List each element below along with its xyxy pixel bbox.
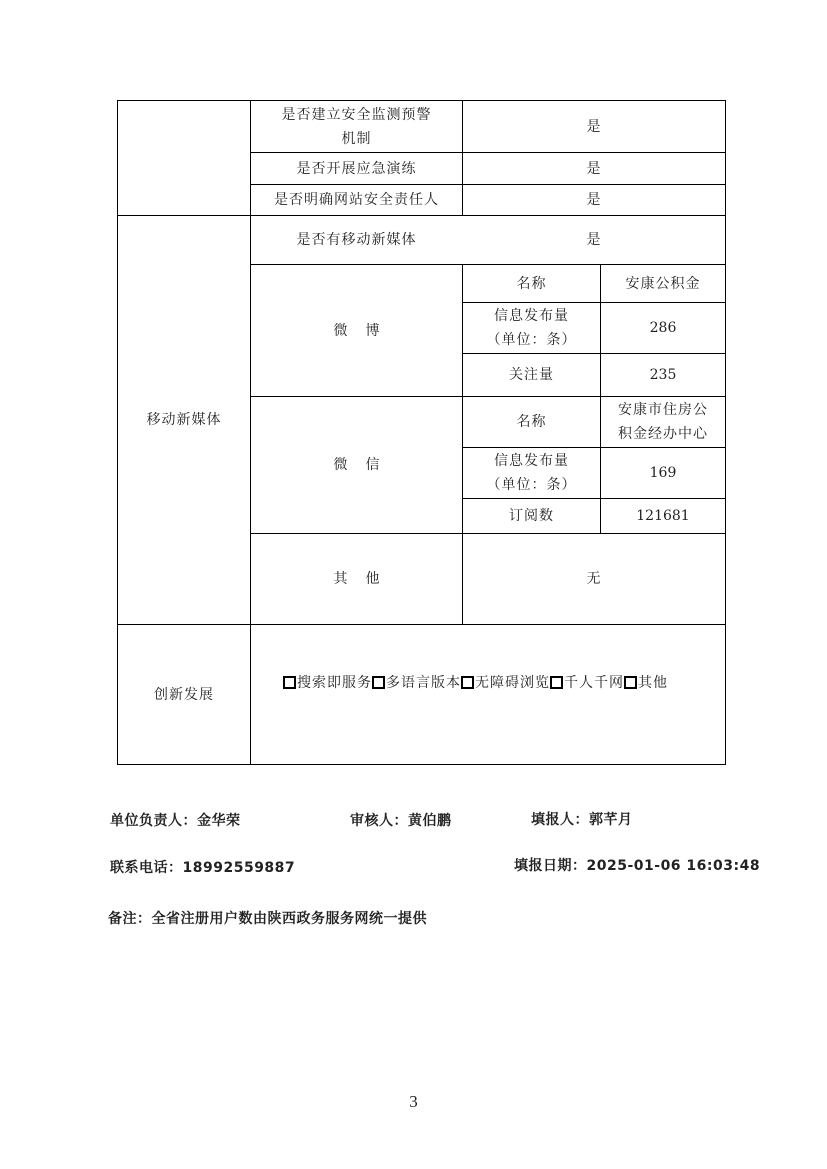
fill-date-label: 填报日期：	[514, 858, 587, 874]
contact-phone	[110, 857, 295, 877]
contact-phone-label: 联系电话：	[110, 860, 183, 876]
weibo-followers-label: 关注量	[509, 367, 554, 383]
remark: 备注：全省注册用户数由陕西政务服务网统一提供	[108, 911, 427, 927]
filler-label: 填报人：	[531, 812, 589, 828]
row-value-drill: 是	[586, 160, 602, 177]
page-number: 3	[409, 1092, 418, 1111]
reviewer	[350, 810, 452, 830]
weibo-posts-value: 286	[649, 320, 677, 336]
fill-date	[514, 855, 760, 875]
weibo-label: 微博	[333, 322, 398, 339]
weibo-name-label: 名称	[516, 275, 547, 292]
option-personalized[interactable]: 千人千网	[550, 672, 624, 692]
other-value: 无	[586, 571, 602, 587]
fill-date-value: 2025-01-06 16:03:48	[586, 858, 761, 874]
reviewer-label: 审核人：	[350, 813, 408, 829]
option-multilingual[interactable]: 多语言版本	[372, 672, 461, 692]
other-label: 其他	[333, 571, 398, 587]
option-other[interactable]: 其他	[624, 672, 668, 692]
weixin-label: 微信	[333, 457, 398, 473]
weixin-posts-label: 信息发布量 （单位：条）	[486, 453, 577, 493]
option-accessibility[interactable]: 无障碍浏览	[461, 672, 550, 692]
row-value-has-mobile: 是	[586, 232, 602, 248]
innovation-label: 创新发展	[154, 686, 214, 703]
checkbox-icon[interactable]	[372, 676, 385, 689]
reviewer-value: 黄伯鹏	[408, 813, 452, 829]
row-value-monitoring: 是	[586, 118, 602, 135]
row-label-drill: 是否开展应急演练	[296, 160, 417, 177]
option-search-as-service[interactable]: 搜索即服务	[283, 672, 372, 692]
checkbox-icon[interactable]	[550, 676, 563, 689]
row-label-has-mobile: 是否有移动新媒体	[296, 232, 417, 248]
row-label-monitoring: 是否建立安全监测预警 机制	[281, 106, 432, 147]
weixin-name-label: 名称	[516, 414, 547, 430]
filler	[531, 809, 633, 829]
checkbox-icon[interactable]	[624, 676, 637, 689]
row-label-responsible: 是否明确网站安全责任人	[274, 192, 439, 208]
unit-owner	[110, 810, 241, 830]
weibo-followers-value: 235	[649, 367, 677, 383]
unit-owner-value: 金华荣	[197, 813, 241, 829]
filler-value: 郭芊月	[589, 812, 633, 828]
weixin-posts-value: 169	[649, 465, 677, 481]
checkbox-icon[interactable]	[461, 676, 474, 689]
checkbox-icon[interactable]	[283, 676, 296, 689]
weibo-posts-label: 信息发布量 （单位：条）	[486, 308, 577, 348]
weibo-name-value: 安康公积金	[625, 275, 701, 292]
weixin-subs-label: 订阅数	[509, 508, 554, 524]
section-label-mobile: 移动新媒体	[146, 412, 222, 428]
weixin-name-value: 安康市住房公 积金经办中心	[618, 402, 708, 442]
contact-phone-value: 18992559887	[182, 860, 296, 876]
innovation-options	[283, 672, 668, 692]
row-value-responsible: 是	[586, 192, 602, 208]
weixin-subs-value: 121681	[636, 508, 690, 524]
unit-owner-label: 单位负责人：	[110, 813, 197, 829]
